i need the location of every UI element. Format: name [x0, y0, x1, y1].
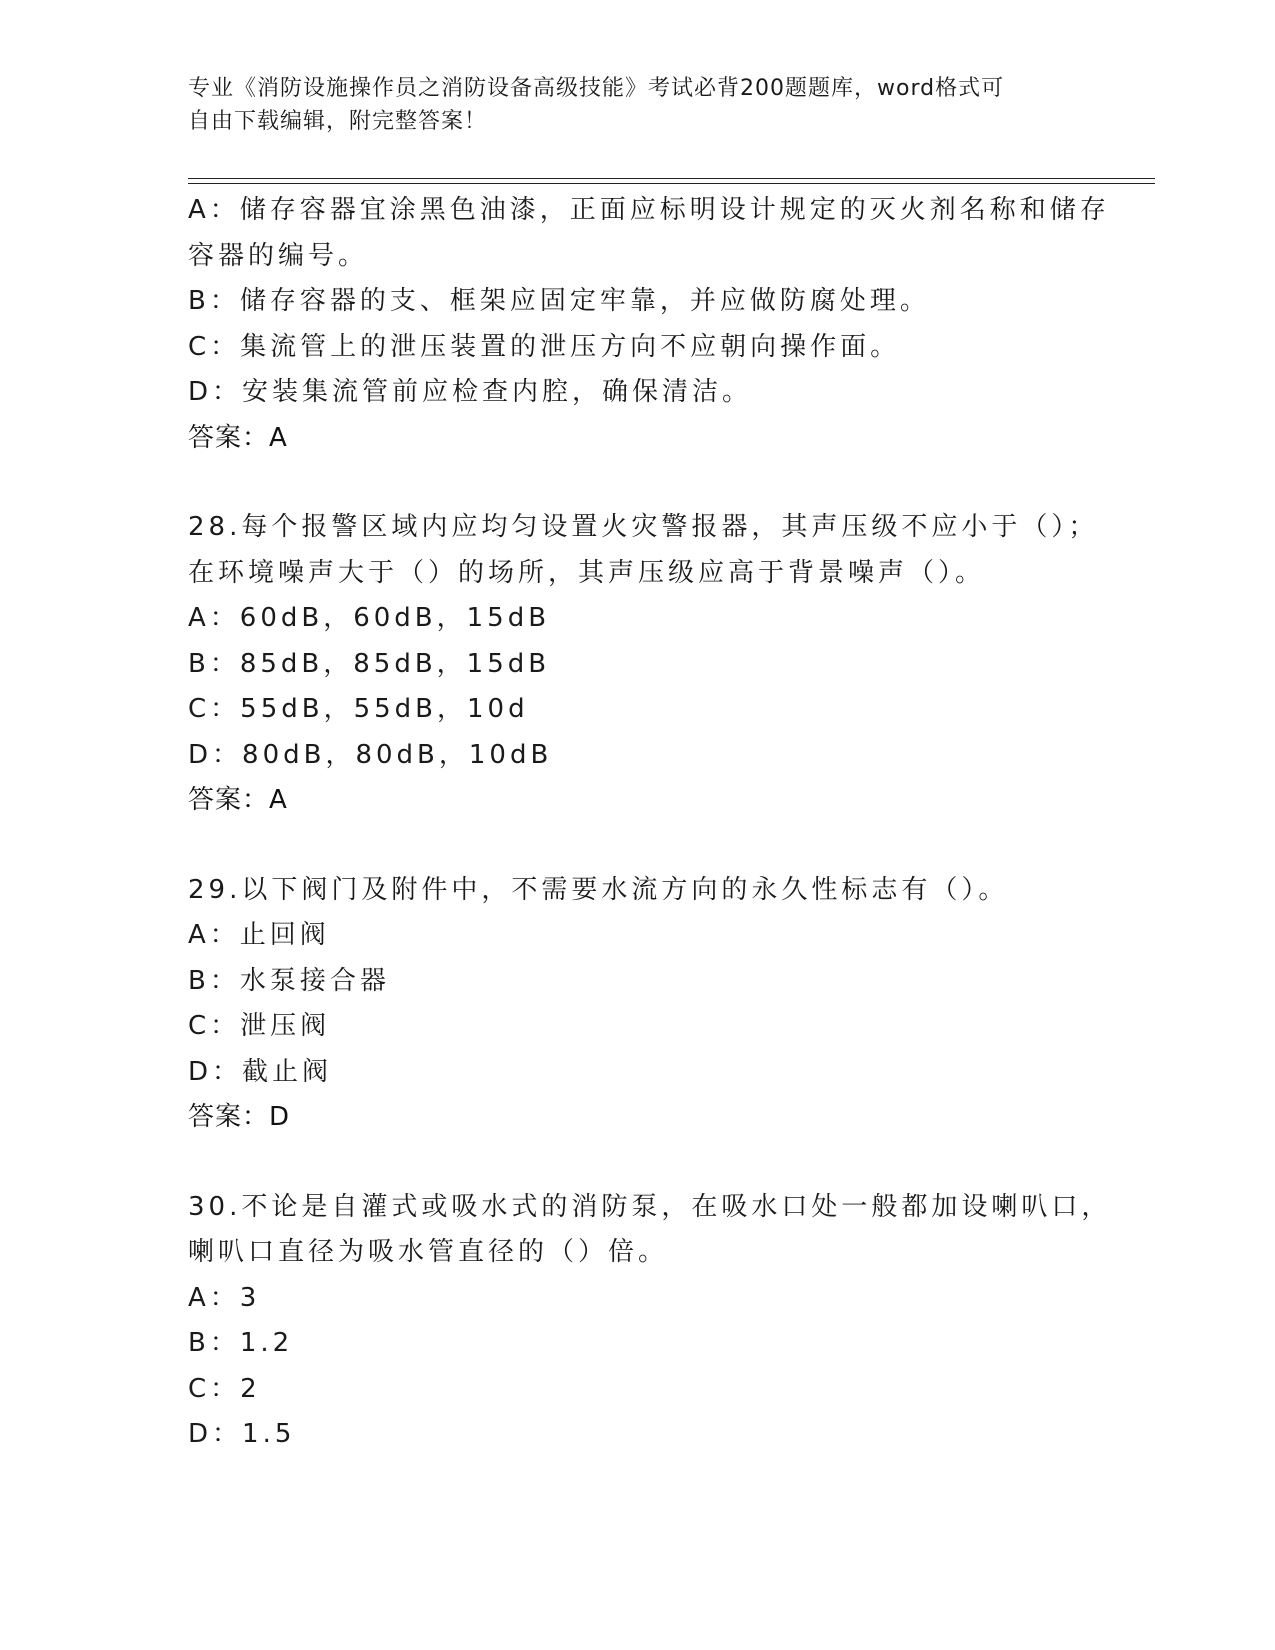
option-c: C：2	[188, 1373, 261, 1404]
spacer	[188, 461, 1088, 505]
option-a: A：止回阀	[188, 920, 330, 950]
option-c: C：55dB，55dB，10d	[188, 694, 529, 724]
option-a-line-1: A：储存容器宜涂黑色油漆，正面应标明设计规定的灭火剂名称和储存	[188, 195, 1110, 225]
question-stem-line-1: 28.每个报警区域内应均匀设置火灾警报器，其声压级不应小于（）；	[188, 512, 1099, 542]
spacer	[188, 1141, 1088, 1185]
option-a: A：60dB，60dB，15dB	[188, 603, 551, 633]
question-29-block	[188, 868, 1088, 1141]
answer: 答案：D	[188, 1102, 291, 1132]
option-c: C：泄压阀	[188, 1011, 331, 1041]
option-b: B：储存容器的支、框架应固定牢靠，并应做防腐处理。	[188, 286, 930, 316]
option-b: B：1.2	[188, 1328, 294, 1358]
question-30-block	[188, 1185, 1112, 1458]
question-27-block	[188, 188, 1110, 461]
option-a: A：3	[188, 1282, 261, 1313]
header-line-1: 专业《消防设施操作员之消防设备高级技能》考试必背200题题库，word格式可	[188, 76, 1005, 101]
document-header	[188, 72, 1068, 138]
option-d: D：80dB，80dB，10dB	[188, 739, 553, 770]
question-stem-line-1: 30.不论是自灌式或吸水式的消防泵，在吸水口处一般都加设喇叭口，	[188, 1191, 1112, 1222]
header-line-2: 自由下载编辑，附完整答案！	[188, 109, 488, 134]
question-stem-line-2: 在环境噪声大于（）的场所，其声压级应高于背景噪声（）。	[188, 557, 986, 588]
spacer	[188, 824, 1088, 868]
question-stem-line-2: 喇叭口直径为吸水管直径的（）倍。	[188, 1237, 669, 1267]
header-rule-bottom	[188, 183, 1155, 184]
answer: 答案：A	[188, 422, 288, 453]
option-b: B：水泵接合器	[188, 965, 390, 996]
option-d: D：1.5	[188, 1419, 296, 1449]
question-list	[188, 188, 1112, 1458]
option-d: D：截止阀	[188, 1056, 333, 1087]
question-28-block	[188, 505, 1099, 824]
option-c: C：集流管上的泄压装置的泄压方向不应朝向操作面。	[188, 331, 901, 362]
answer: 答案：A	[188, 785, 288, 815]
question-stem-line-1: 29.以下阀门及附件中，不需要水流方向的永久性标志有（）。	[188, 874, 1009, 905]
header-rule-top	[188, 178, 1155, 179]
option-b: B：85dB，85dB，15dB	[188, 648, 551, 679]
option-a-line-2: 容器的编号。	[188, 240, 369, 271]
option-d: D：安装集流管前应检查内腔，确保清洁。	[188, 377, 753, 407]
